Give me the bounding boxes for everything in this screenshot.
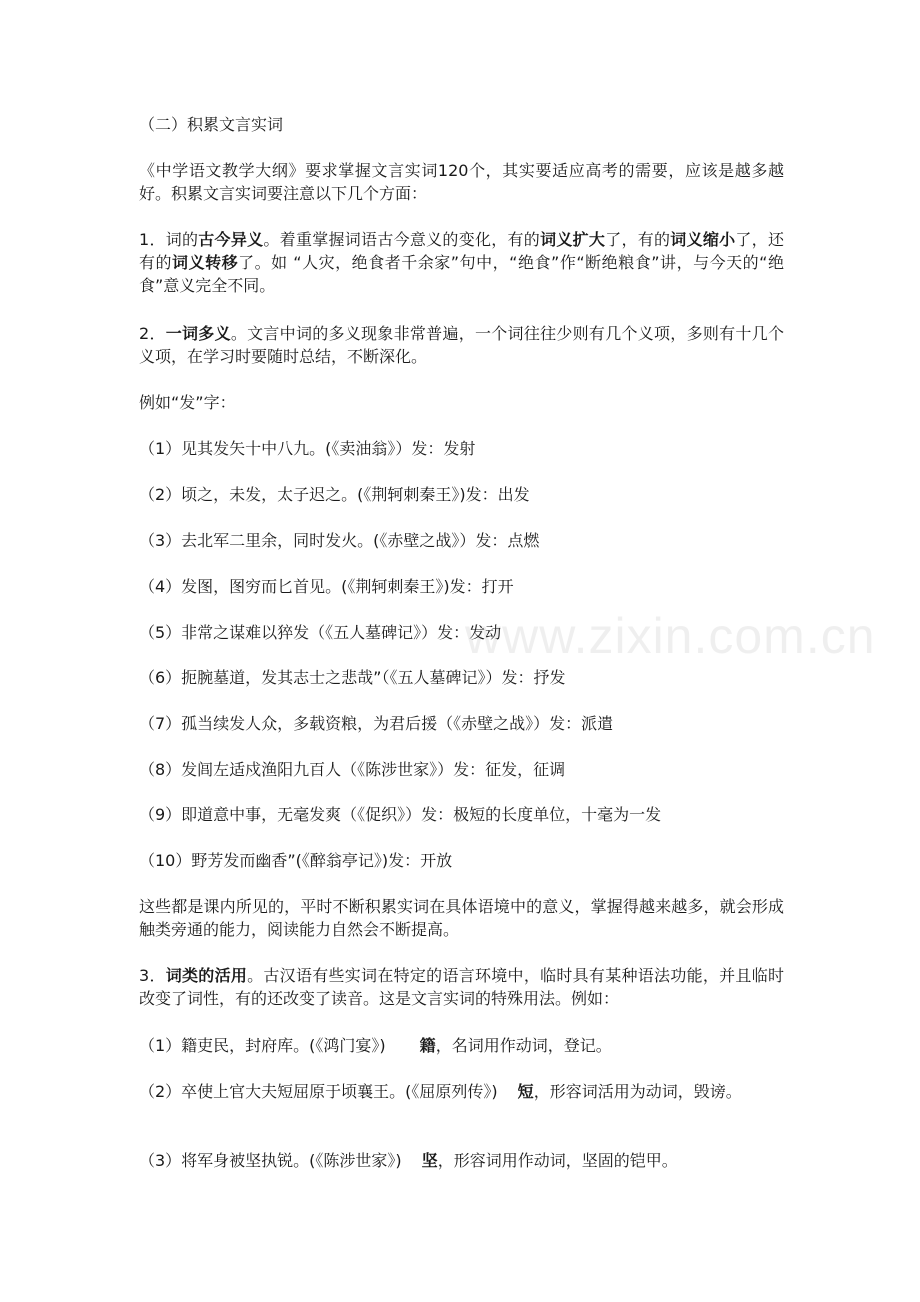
example-item: （2）顷之，未发，太子迟之。(《荆轲刺秦王》)发：出发 [139, 485, 530, 504]
example-item: （10）野芳发而幽香”(《醉翁亭记》)发：开放 [139, 851, 453, 870]
point-3-paragraph: 3．词类的活用。古汉语有些实词在特定的语言环境中，临时具有某种语法功能，并且临时改变了词性，有的还改变了读音。这是文言实词的特殊用法。例如： [139, 966, 784, 1008]
example-item: （9）即道意中事，无毫发爽（《促织》）发：极短的长度单位，十毫为一发 [139, 805, 662, 824]
example-item: （6）扼腕墓道，发其志士之悲哉”（《五人墓碑记》）发：抒发 [139, 668, 566, 687]
example-item: （1）见其发矢十中八九。(《卖油翁》）发：发射 [139, 439, 476, 458]
usage-item: （3）将军身被坚执锐。(《陈涉世家》) 坚，形容词用作动词，坚固的铠甲。 [139, 1151, 678, 1170]
watermark-text: www.zixin.com.cn [465, 608, 876, 664]
example-item: （7）孤当续发人众，多载资粮，为君后援（《赤壁之战》）发：派遣 [139, 714, 614, 733]
intro-paragraph: 《中学语文教学大纲》要求掌握文言实词120个，其实要适应高考的需要，应该是越多越好。积累文言实词要注意以下几个方面： [139, 161, 784, 203]
usage-item: （2）卒使上官大夫短屈原于顷襄王。(《屈原列传》) 短，形容词活用为动词，毁谤。 [139, 1082, 742, 1101]
section-heading: （二）积累文言实词 [139, 115, 284, 134]
example-intro: 例如“发”字： [139, 393, 236, 412]
point-1-paragraph: 1．词的古今异义。着重掌握词语古今意义的变化，有的词义扩大了，有的词义缩小了，还有的词义转移了。如 “人灾，绝食者千余家”句中，“绝食”作“断绝粮食”讲，与今天的“绝食”意义完全不同。 [139, 230, 784, 295]
summary-paragraph: 这些都是课内所见的，平时不断积累实词在具体语境中的意义，掌握得越来越多，就会形成触类旁通的能力，阅读能力自然会不断提高。 [139, 897, 784, 939]
example-item: （4）发图，图穷而匕首见。(《荆轲刺秦王》)发：打开 [139, 577, 514, 596]
example-item: （3）去北军二里余，同时发火。(《赤壁之战》）发：点燃 [139, 531, 540, 550]
example-item: （5）非常之谋难以猝发（《五人墓碑记》）发：发动 [139, 623, 502, 642]
example-item: （8）发闾左适戍渔阳九百人（《陈涉世家》）发：征发，征调 [139, 760, 566, 779]
point-2-paragraph: 2．一词多义。文言中词的多义现象非常普遍，一个词往往少则有几个义项，多则有十几个义项，在学习时要随时总结，不断深化。 [139, 324, 784, 366]
usage-item: （1）籍吏民，封府库。(《鸿门宴》) 籍，名词用作动词，登记。 [139, 1036, 612, 1055]
